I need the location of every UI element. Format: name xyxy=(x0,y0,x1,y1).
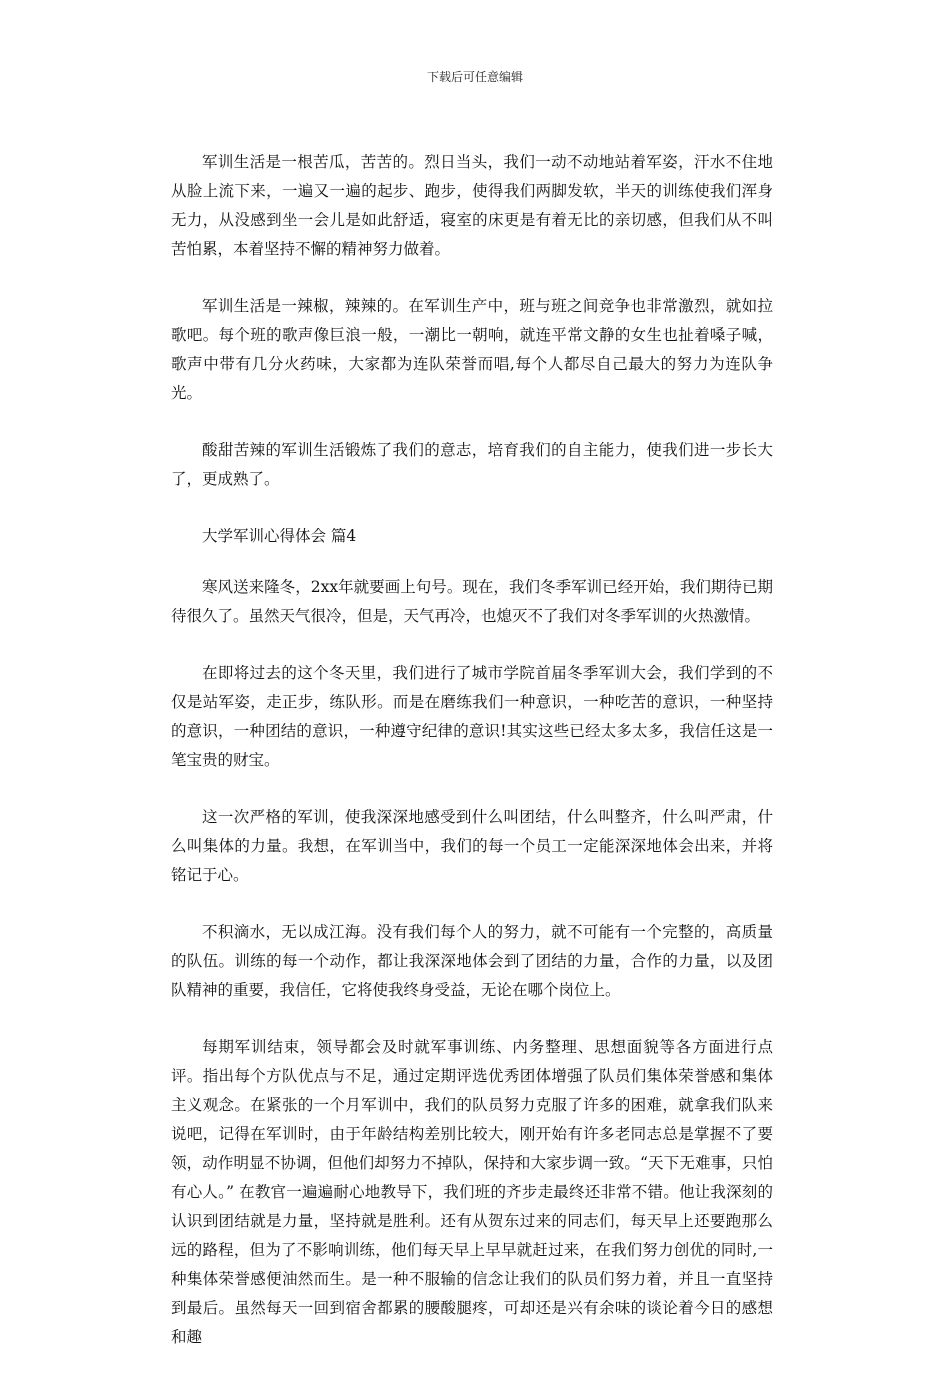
paragraph-2: 军训生活是一辣椒，辣辣的。在军训生产中，班与班之间竞争也非常激烈，就如拉歌吧。每个班的歌声像巨浪一般，一潮比一朝响，就连平常文静的女生也扯着嗓子喊，歌声中带有几分火药味，大家都为连队荣誉而唱,每个人都尽自己最大的努力为连队争光。 xyxy=(171,297,773,402)
paragraph-6: 这一次严格的军训，使我深深地感受到什么叫团结，什么叫整齐，什么叫严肃，什么叫集体的力量。我想，在军训当中，我们的每一个员工一定能深深地体会出来，并将铭记于心。 xyxy=(171,808,773,884)
paragraph-8: 每期军训结束，领导都会及时就军事训练、内务整理、思想面貌等各方面进行点评。指出每个方队优点与不足，通过定期评选优秀团体增强了队员们集体荣誉感和集体主义观念。在紧张的一个月军训中，我们的队员努力克服了许多的困难，就拿我们队来说吧，记得在军训时，由于年龄结构差别比较大，刚开始有许多老同志总是掌握不了要领，动作明显不协调，但他们却努力不掉队，保持和大家步调一致。“天下无难事，只怕有心人。” 在教官一遍遍耐心地教导下，我们班的齐步走最终还非常不错。他让我深刻的认识到团结就是力量，坚持就是胜利。还有从贺东过来的同志们，每天早上还要跑那么远的路程，但为了不影响训练，他们每天早上早早就赶过来，在我们努力创优的同时,一种集体荣誉感便油然而生。是一种不服输的信念让我们的队员们努力着，并且一直坚持到最后。虽然每天一回到宿舍都累的腰酸腿疼，可却还是兴有余味的谈论着今日的感想和趣 xyxy=(171,1038,773,1346)
document-body xyxy=(171,148,773,1380)
paragraph-4: 寒风送来隆冬，2xx年就要画上句号。现在，我们冬季军训已经开始，我们期待已期待很久了。虽然天气很冷，但是，天气再冷，也熄灭不了我们对冬季军训的火热激情。 xyxy=(171,578,773,625)
paragraph-1: 军训生活是一根苦瓜，苦苦的。烈日当头，我们一动不动地站着军姿，汗水不住地从脸上流下来，一遍又一遍的起步、跑步，使得我们两脚发软，半天的训练使我们浑身无力，从没感到坐一会儿是如此舒适，寝室的床更是有着无比的亲切感，但我们从不叫苦怕累，本着坚持不懈的精神努力做着。 xyxy=(171,153,773,258)
header-note: 下载后可任意编辑 xyxy=(426,70,523,84)
section-heading: 大学军训心得体会 篇4 xyxy=(202,527,357,545)
paragraph-5: 在即将过去的这个冬天里，我们进行了城市学院首届冬季军训大会，我们学到的不仅是站军姿，走正步，练队形。而是在磨练我们一种意识，一种吃苦的意识，一种坚持的意识，一种团结的意识，一种遵守纪律的意识!其实这些已经太多太多，我信任这是一笔宝贵的财宝。 xyxy=(171,664,773,769)
paragraph-3: 酸甜苦辣的军训生活锻炼了我们的意志，培育我们的自主能力，使我们进一步长大了，更成熟了。 xyxy=(171,441,773,488)
paragraph-7: 不积滴水，无以成江海。没有我们每个人的努力，就不可能有一个完整的，高质量的队伍。训练的每一个动作，都让我深深地体会到了团结的力量，合作的力量，以及团队精神的重要，我信任，它将使我终身受益，无论在哪个岗位上。 xyxy=(171,923,773,999)
